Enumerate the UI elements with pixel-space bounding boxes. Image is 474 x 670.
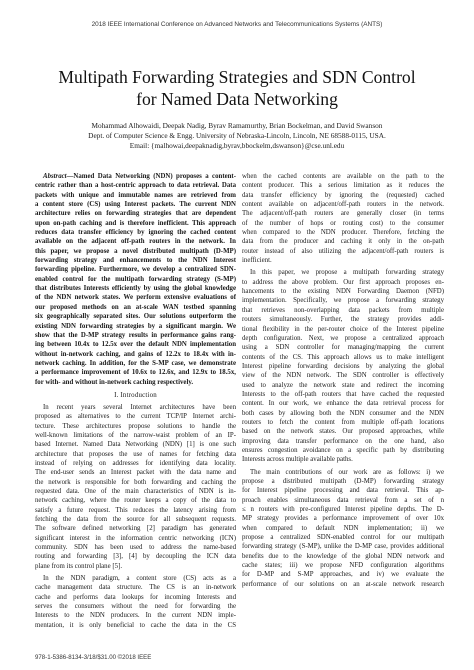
text-line: The adjacent/off-path routers are generally closer (in terms — [242, 210, 444, 218]
text-line: network caching, where the router keeps a copy of the data to — [35, 497, 236, 505]
text-line: existing NDN forwarding strategies by a significant margin. We — [35, 322, 236, 330]
text-line: network caching. In addition, for the S-MP case, we demonstrate — [35, 359, 236, 367]
section-heading-introduction: I. Introduction — [114, 391, 157, 399]
text-line: The end-user sends an Interest packet with the data name and — [35, 469, 236, 477]
text-line: that retrieves non-overlapping data packets from multiple — [242, 306, 444, 314]
text-line: ing between 10.4x to 12.5x over the default NDN implementation — [35, 341, 236, 349]
text-line: using a SDN controller for managing/mapping the current — [242, 344, 444, 352]
text-line: architecture relies on forwarding strategies that are dependent — [35, 210, 236, 218]
text-line: the network is responsible for both forwarding and caching the — [35, 478, 236, 486]
text-line: content available on adjacent/off-path routers in the network. — [242, 201, 444, 209]
text-line: implementation. Specifically, we propose a forwarding strategy — [242, 297, 444, 305]
text-line: In this paper, we propose a multipath forwarding strategy — [250, 269, 444, 277]
text-line: tecture. These architectures propose solutions to handle the — [35, 422, 236, 430]
text-line: routers simultaneously. Further, the strategy provides addi- — [242, 316, 444, 324]
copyright-footer: 978-1-5386-8134-3/18/$31.00 ©2018 IEEE — [35, 654, 152, 661]
author-email: Email: {malhowai,deepaknadig,byrav,bbockelm,dswanson}@cse.unl.edu — [129, 140, 345, 150]
text-line: performance of our solutions on an at-scale network research — [242, 580, 444, 588]
title-line: Multipath Forwarding Strategies and SDN Control — [58, 67, 416, 87]
abstract-body — [35, 181, 236, 387]
body-paragraph — [242, 268, 444, 464]
abstract-text: —Named Data Networking (NDN) proposes a content- — [66, 173, 236, 180]
text-line: Interests across multiple available paths. — [242, 456, 353, 464]
text-line: Interest pipeline forwarding decisions by analyzing the global — [242, 362, 444, 370]
text-line: of the NDN network states. We perform extensive evaluations of — [35, 294, 236, 302]
text-line: ensures congestion avoidance on a specific path by distributing — [242, 446, 444, 454]
text-line: inefficient. — [242, 257, 272, 265]
text-line: benefits due to the knowledge of the global NDN network and — [242, 552, 444, 560]
text-line: serves the consumers without the need for forwarding the — [35, 603, 236, 611]
text-line: this paper, we propose a novel distributed multipath (D-MP) — [35, 247, 236, 255]
text-line: to address the above problem. Our first approach proposes en- — [242, 278, 444, 286]
text-line: In recent years several Internet architectures have been — [43, 403, 236, 411]
title-line: for Named Data Networking — [136, 89, 338, 109]
text-line: contents of the CS. This approach allows us to make intelligent — [242, 353, 444, 361]
text-line: community. SDN has been used to address the name-based — [35, 544, 236, 552]
text-line: propose a distributed multipath (D-MP) forwarding strategy — [242, 478, 444, 485]
text-line: a content store (CS) using Interest packets. The current NDN — [35, 201, 236, 209]
text-line: depth configuration. Next, we propose a centralized approach — [242, 334, 444, 342]
paper-title — [20, 66, 454, 110]
introduction-paragraph — [35, 574, 236, 630]
author-block — [20, 121, 454, 150]
text-line: based on the network states. Our proposed approaches, while — [242, 428, 444, 436]
text-line: tional flexibility in the per-router choice of the Interest pipeline — [242, 325, 444, 333]
text-line: reduces data transfer efficiency by ignoring the cached content — [35, 229, 236, 237]
abstract — [35, 172, 236, 387]
text-line: architecture that proposes the use of names for fetching data — [35, 450, 236, 458]
conference-header: 2018 IEEE International Conference on Advanced Networks and Telecommunications Systems (ANTS) — [91, 21, 383, 28]
text-line: In the NDN paradigm, a content store (CS) acts as a — [43, 575, 236, 583]
text-line: our proposed methods on an at-scale WAN testbed spanning — [35, 303, 236, 311]
text-line: propose a centralized SDN-enabled control for our multipath — [242, 534, 444, 542]
text-line: forwarding strategy and enhancements to the NDN Interest — [35, 257, 236, 265]
text-line: data transfer efficiency by ignoring the (requested) cached — [242, 191, 444, 199]
text-line: of the number of hops or routing cost) to the consumer — [242, 219, 444, 227]
text-line: both cases by allowing both the NDN consumer and the NDN — [242, 409, 444, 417]
body-paragraph — [242, 172, 444, 265]
text-line: requested data. One of the main characteristics of NDN is in- — [35, 488, 236, 495]
text-line: without in-network caching, and gains of 12.2x to 18.4x with in- — [35, 350, 236, 358]
text-line: when compared to default NDN implementation; ii) we — [242, 524, 444, 532]
text-line: that distributes Interests efficiently by using the global knowledge — [35, 285, 236, 293]
contributions-paragraph — [242, 468, 444, 589]
left-column — [35, 172, 236, 630]
text-line: when compared to the NDN producer. Therefore, fetching the — [242, 229, 444, 237]
author-names: Mohammad Alhowaidi, Deepak Nadig, Byrav Ramamurthy, Brian Bockelman, and David Swanson — [91, 121, 383, 130]
text-line: centric rather than a host-centric approach to data retrieval. Data — [35, 182, 236, 190]
text-line: for Interest pipeline processing and data retrieval. This ap- — [242, 487, 444, 495]
text-line: view of the NDN network. The SDN controller is effectively — [242, 372, 444, 380]
text-line: instead of relying on addresses for identifying data locality. — [35, 459, 236, 467]
text-line: satisfy a future request. This reduces the latency arising from — [35, 506, 236, 514]
text-line: The software defined networking [2] paradigm has generated — [35, 525, 236, 533]
text-line: Interests to the off-path routers that have cached the requested — [242, 390, 444, 398]
text-line: data from the producer and caching it only in the on-path — [242, 238, 444, 246]
text-line: routers to fetch the content from multiple off-path locations — [242, 418, 444, 426]
text-line: available on the adjacent off-path routers in the network. In — [35, 238, 236, 246]
text-line: proach enables simultaneous data retrieval from a set of n — [242, 496, 444, 504]
text-line: Interests to the NDN producers. In the current NDN imple- — [35, 612, 236, 620]
text-line: plane from its control plane [5]. — [35, 562, 123, 570]
text-line: ≤ n routers with pre-configured Interest pipeline depths. The D- — [242, 506, 444, 514]
text-line: content. In our work, we enhance the data retrieval process for — [242, 400, 444, 408]
introduction-paragraph — [35, 403, 236, 571]
author-affiliation: Dept. of Computer Science & Engg. University of Nebraska-Lincoln, Lincoln, NE 68588-0115, USA. — [88, 130, 386, 140]
text-line: MP strategy provides a performance improvement of over 10x — [242, 515, 444, 523]
text-line: based Internet. Named Data Networking (NDN) [1] is one such — [35, 441, 236, 449]
abstract-label: Abstract — [43, 173, 67, 180]
text-line: packets with unique and immutable names are retrieved from — [35, 191, 236, 199]
text-line: for with- and without in-network caching respectively. — [35, 378, 194, 386]
text-line: cache states; iii) we propose NFD configuration algorithms — [242, 562, 444, 570]
text-line: upon on-path caching and is therefore inefficient. This approach — [35, 219, 236, 227]
text-line: well-known limitations of the narrow-waist problem of an IP- — [35, 431, 236, 439]
text-line: The main contributions of our work are as follows: i) we — [250, 468, 444, 476]
text-line: a performance improvement of 10.6x to 12.6x, and 12.9x to 18.5x, — [35, 369, 236, 377]
text-line: improving data transfer performance on the one hand, also — [242, 437, 444, 445]
text-line: forwarding pipeline. Furthermore, we develop a centralized SDN- — [35, 266, 236, 274]
text-line: fetching the data from the source for all subsequent requests. — [35, 516, 236, 524]
text-line: enabled control for the multipath forwarding strategy (S-MP) — [35, 275, 236, 283]
text-line: used to analyze the network state and redirect the incoming — [242, 381, 444, 389]
text-line: six geographically separated sites. Our solutions outperform the — [35, 313, 236, 321]
text-line: mentation, it is only beneficial to cache the data in the CS — [35, 621, 236, 629]
text-line: significant interest in the information centric networking (ICN) — [35, 534, 236, 542]
text-line: show that the D-MP strategy results in performance gains rang- — [35, 331, 236, 339]
text-line: proposed as alternatives to the current TCP/IP Internet archi- — [35, 413, 236, 421]
text-line: cache management data structure. The CS is an in-network — [35, 584, 236, 592]
text-line: router instead of also utilizing the adjacent/off-path routers is — [242, 247, 444, 255]
abstract-line — [35, 172, 236, 181]
text-line: routing and forwarding [3], [4] by decoupling the ICN data — [35, 553, 236, 561]
text-line: content producer. This a serious limitation as it reduces the — [242, 182, 444, 190]
text-line: when the cached contents are available on the path to the — [242, 173, 444, 180]
right-column — [242, 172, 444, 589]
text-line: cache and performs data lookups for incoming Interests and — [35, 593, 236, 601]
text-line: hancements to the existing NDN Forwarding Daemon (NFD) — [242, 288, 444, 296]
text-line: for D-MP and S-MP approaches, and iv) we evaluate the — [242, 571, 444, 579]
text-line: forwarding strategy (S-MP), unlike the D-MP case, provides additional — [242, 543, 444, 551]
